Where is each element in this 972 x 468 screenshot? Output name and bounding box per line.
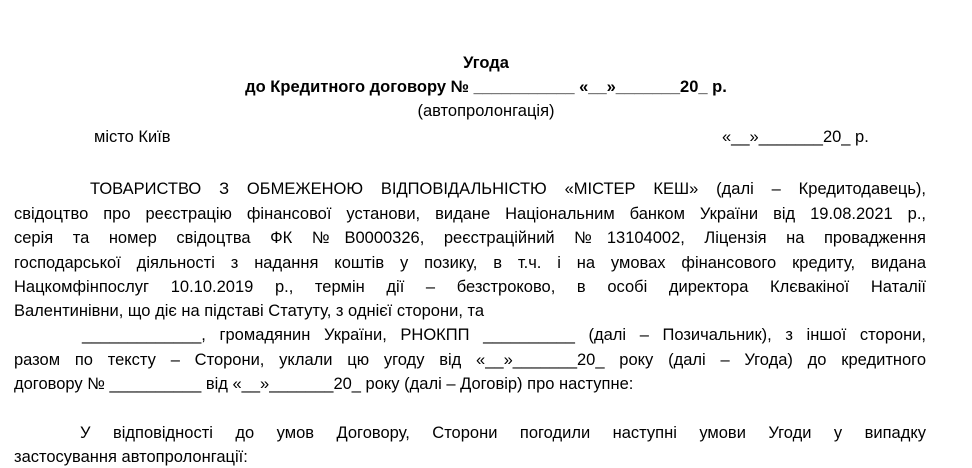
paragraph1-line-6: Валентинівни, що діє на підставі Статуту, з однієї сторони, та — [14, 302, 485, 320]
paragraph3-line-2: застосування автопролонгації: — [14, 448, 248, 466]
paragraph2-line-3: договору № __________ від «__»_______20_ року (далі – Договір) про наступне: — [14, 375, 634, 393]
city-label: місто Київ — [94, 128, 171, 146]
paragraph3-line-1: У відповідності до умов Договору, Сторони погодили наступні умови Угоди у випадку — [80, 424, 926, 442]
paragraph1-line-5: Нацкомфінпослуг 10.10.2019 р., термін дії – безстроково, в особі директора Клєвакіної Наталії — [14, 278, 926, 296]
agreement-subtitle: до Кредитного договору № ___________ «__»_______20_ р. — [245, 78, 727, 96]
agreement-note: (автопролонгація) — [417, 102, 555, 120]
paragraph1-line-4: господарської діяльності з надання коштів у позику, в т.ч. і на умовах фінансового кредиту, видана — [14, 254, 926, 272]
paragraph2-line-2: разом по тексту – Сторони, уклали цю угоду від «__»_______20_ року (далі – Угода) до кредитного — [14, 351, 926, 369]
date-placeholder: «__»_______20_ р. — [722, 128, 869, 146]
paragraph1-line-3: серія та номер свідоцтва ФК №B0000326, реєстраційний №13104002, Ліцензія на провадження — [14, 229, 926, 247]
paragraph2-line-1: _____________, громадянин України, РНОКПП __________ (далі – Позичальник), з іншої сторони, — [82, 326, 926, 344]
agreement-title: Угода — [463, 54, 509, 72]
paragraph1-line-2: свідоцтво про реєстрацію фінансової установи, видане Національним банком України від 19.08.2021 р., — [14, 205, 926, 223]
paragraph1-line-1: ТОВАРИСТВО З ОБМЕЖЕНОЮ ВІДПОВІДАЛЬНІСТЮ «МІСТЕР КЕШ» (далі – Кредитодавець), — [90, 180, 926, 198]
